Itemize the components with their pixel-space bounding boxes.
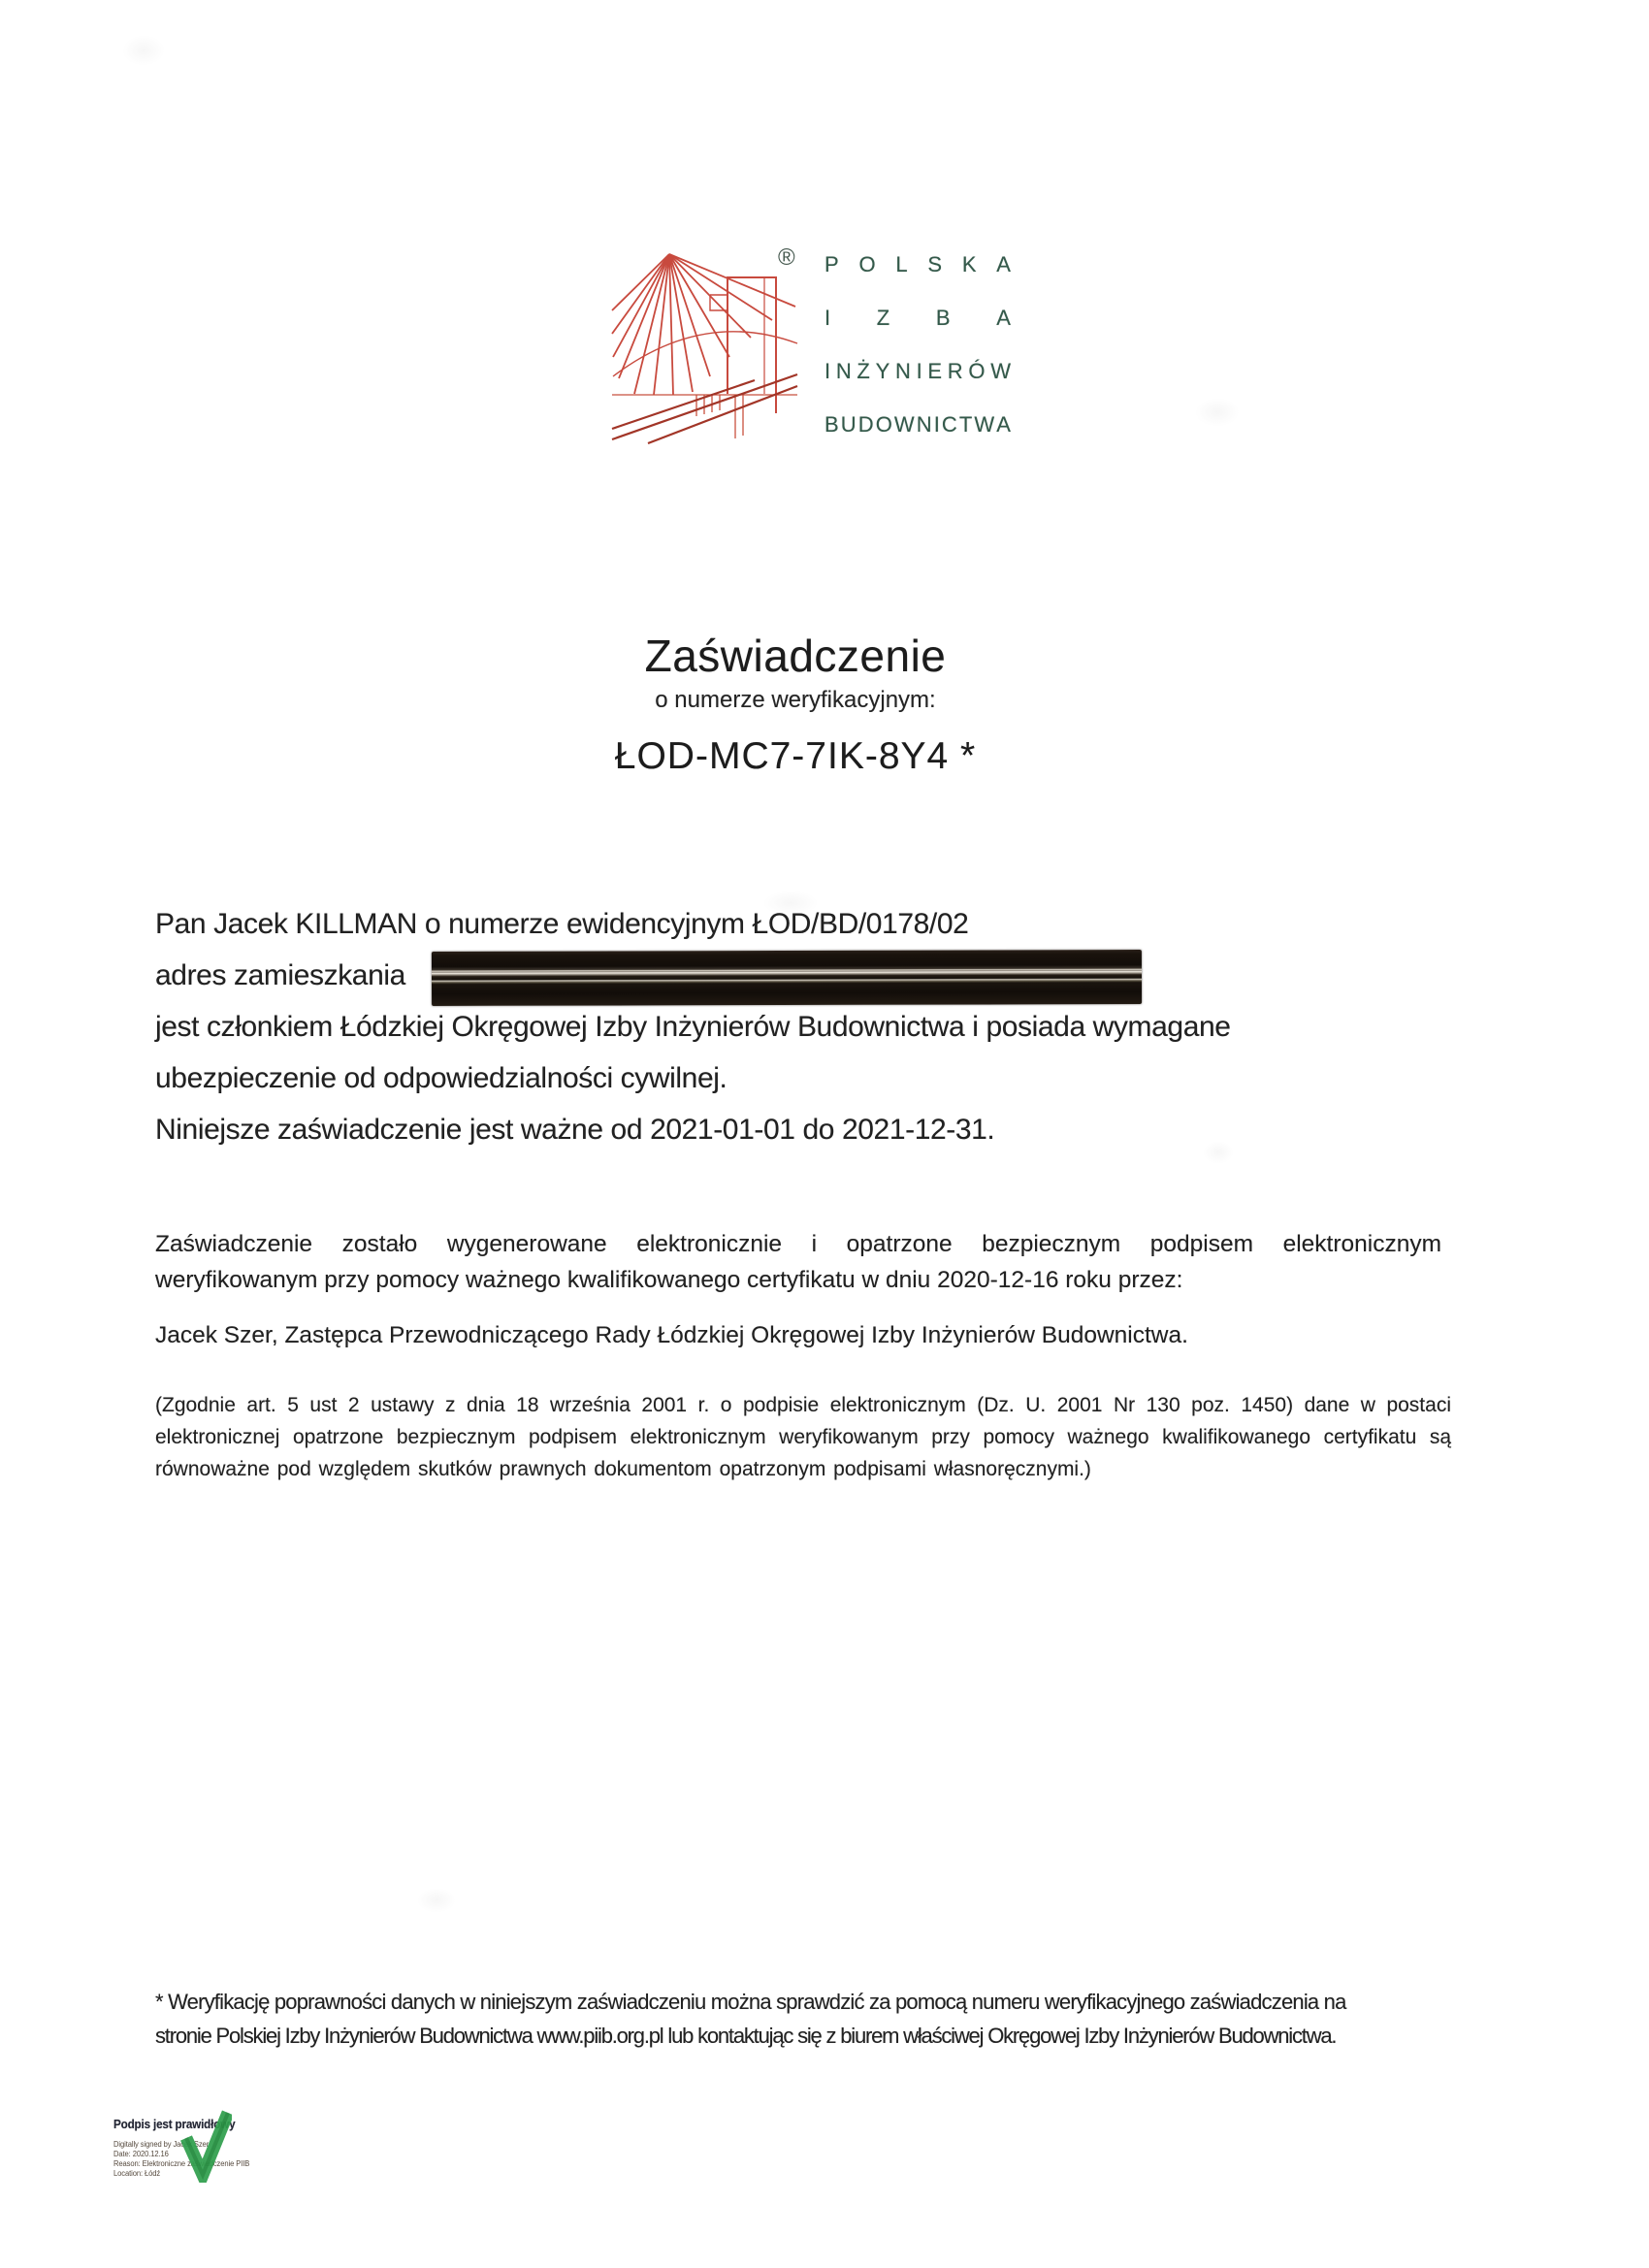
- bridge-logo-graphic: [609, 248, 803, 447]
- signature-detail-line: Digitally signed by Jacek Szer: [113, 2140, 210, 2149]
- generation-line: weryfikowanym przy pomocy ważnego kwalifikowanego certyfikatu w dniu 2020-12-16 roku przez:: [155, 1267, 1183, 1293]
- verification-number: ŁOD-MC7-7IK-8Y4 *: [614, 735, 977, 777]
- signature-detail-line: Reason: Elektroniczne zaświadczenie PIIB: [113, 2159, 250, 2168]
- signature-detail-line: Date: 2020.12.16: [113, 2150, 169, 2158]
- legal-line: równoważne pod względem skutków prawnych dokumentom opatrzonym podpisami własnoręcznymi.): [155, 1458, 1091, 1480]
- signature-status-text: Podpis jest prawidłowy: [113, 2117, 236, 2131]
- generation-line: Zaświadczenie zostało wygenerowane elektronicznie i opatrzone bezpiecznym podpisem elektronicznym: [155, 1231, 1441, 1257]
- insurance-line: ubezpieczenie od odpowiedzialności cywilnej.: [155, 1062, 728, 1094]
- logo-word-izba: I Z B A: [824, 306, 1011, 330]
- green-checkmark-icon: [179, 2107, 232, 2183]
- member-name-line: Pan Jacek KILLMAN o numerze ewidencyjnym ŁOD/BD/0178/02: [155, 908, 969, 940]
- footnote-line: * Weryfikację poprawności danych w niniejszym zaświadczeniu można sprawdzić za pomocą numeru weryfikacyjnego zaświadczenia na: [155, 1990, 1346, 2014]
- title-block: [0, 631, 1591, 778]
- page-title: Zaświadczenie: [644, 631, 947, 681]
- certificate-body: [155, 898, 1513, 1155]
- scan-smudge: [1195, 398, 1240, 427]
- title-subheading: o numerze weryfikacyjnym:: [655, 687, 936, 713]
- membership-line: jest członkiem Łódzkiej Okręgowej Izby Inżynierów Budownictwa i posiada wymagane: [155, 1011, 1231, 1043]
- generation-paragraph: [155, 1226, 1441, 1298]
- logo-wordmark: [824, 252, 1011, 437]
- logo-word-budownictwa: B U D O W N I C T W A: [824, 412, 1011, 437]
- signature-stamp: [113, 2117, 366, 2179]
- logo-word-polska: P O L S K A: [824, 252, 1011, 276]
- footnote-line: stronie Polskiej Izby Inżynierów Budownictwa www.piib.org.pl lub kontaktując się z biurem właściwej Okręgowej Izby Inżynierów Budownictwa.: [155, 2024, 1337, 2048]
- scan-smudge: [417, 1888, 456, 1913]
- logo-word-inzynierow: I N Ż Y N I E R Ó W: [824, 359, 1011, 383]
- piib-logo: [609, 244, 1017, 448]
- verification-footnote: [155, 1985, 1513, 2053]
- redacted-address: [432, 950, 1142, 1006]
- scan-smudge: [122, 35, 165, 66]
- signer-line: Jacek Szer, Zastępca Przewodniczącego Rady Łódzkiej Okręgowej Izby Inżynierów Budownictwa.: [155, 1322, 1188, 1348]
- address-label: adres zamieszkania: [155, 959, 405, 991]
- legal-line: (Zgodnie art. 5 ust 2 ustawy z dnia 18 września 2001 r. o podpisie elektronicznym (Dz. U. 2001 Nr 130 poz. 1450) dane w postaci: [155, 1394, 1451, 1416]
- validity-line: Niniejsze zaświadczenie jest ważne od 2021-01-01 do 2021-12-31.: [155, 1114, 995, 1146]
- signature-details: [113, 2140, 353, 2179]
- legal-line: elektronicznej opatrzone bezpiecznym podpisem elektronicznym weryfikowanym przy pomocy ważnego kwalifikowanego certyfikatu są: [155, 1426, 1451, 1448]
- registered-trademark-icon: ®: [778, 244, 795, 271]
- legal-note: [155, 1389, 1451, 1485]
- signature-detail-line: Location: Łódź: [113, 2169, 161, 2178]
